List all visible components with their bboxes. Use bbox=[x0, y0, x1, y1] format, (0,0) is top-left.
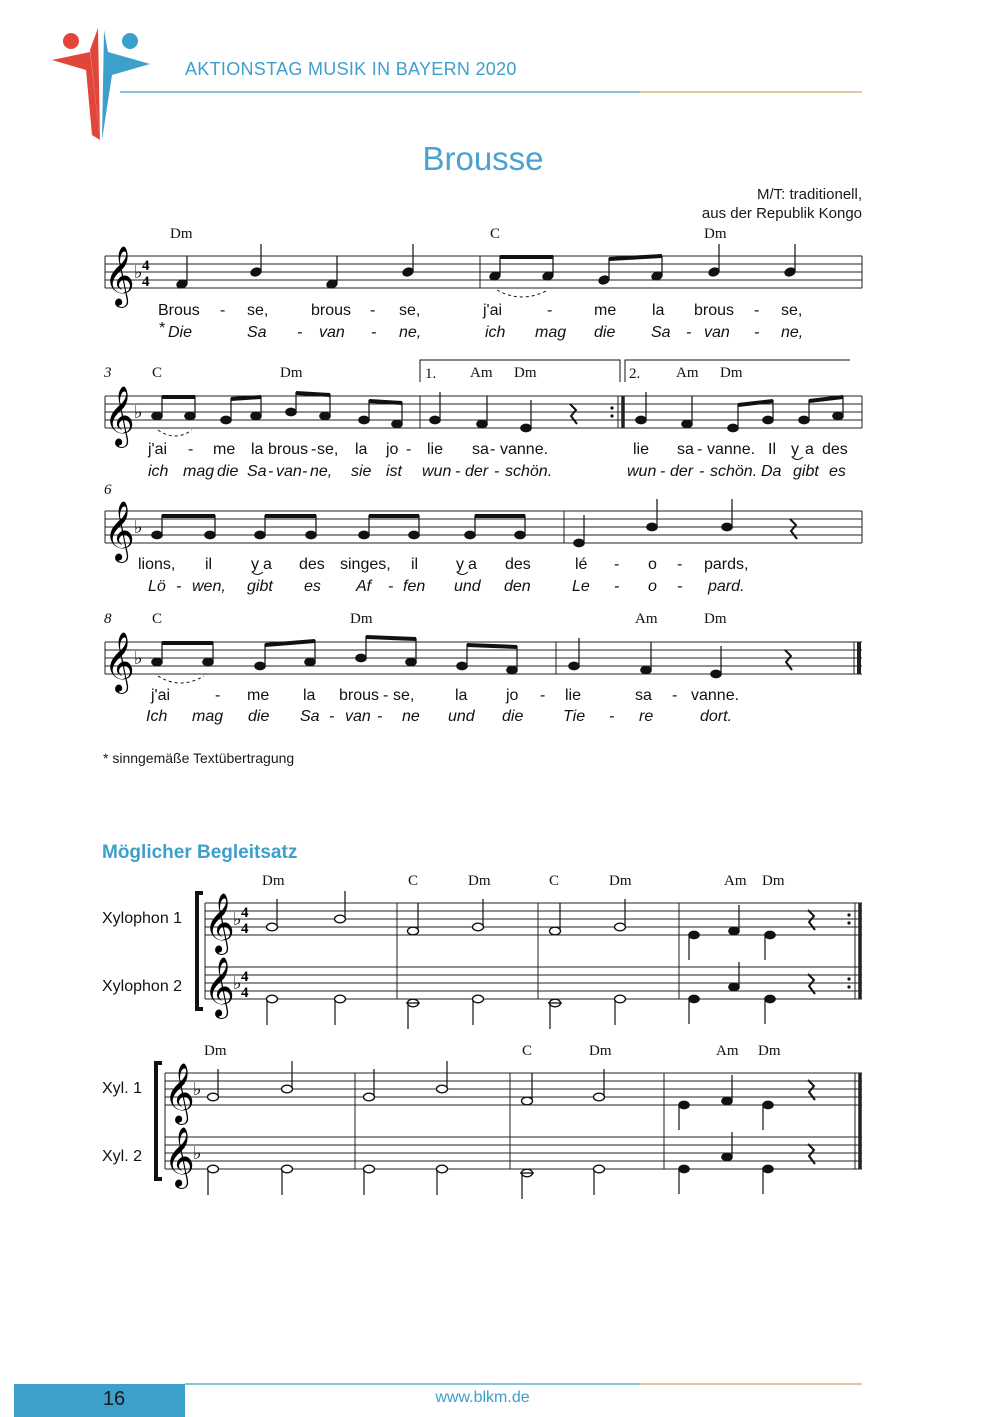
chord: Dm bbox=[350, 611, 373, 627]
svg-text:-: - bbox=[370, 302, 376, 319]
chord: Dm bbox=[704, 611, 727, 627]
svg-text:-: - bbox=[215, 687, 221, 704]
svg-text:la: la bbox=[251, 441, 264, 458]
svg-text:ne,: ne, bbox=[310, 463, 333, 480]
svg-text:♭: ♭ bbox=[134, 648, 143, 669]
svg-text:gibt: gibt bbox=[247, 578, 273, 595]
svg-text:se,: se, bbox=[393, 687, 415, 704]
svg-text:Sa: Sa bbox=[247, 324, 267, 341]
svg-text:♭: ♭ bbox=[233, 973, 242, 994]
svg-text:y: y bbox=[791, 441, 799, 458]
chord: Dm bbox=[514, 365, 537, 381]
svg-text:vanne.: vanne. bbox=[691, 687, 740, 704]
svg-text:brous: brous bbox=[339, 687, 380, 704]
chord: Dm bbox=[170, 226, 193, 242]
svg-text:-: - bbox=[329, 708, 335, 725]
svg-text:𝄞: 𝄞 bbox=[104, 386, 135, 446]
chord: Dm bbox=[762, 873, 785, 889]
svg-text:-: - bbox=[699, 463, 705, 480]
svg-text:ne,: ne, bbox=[781, 324, 804, 341]
svg-text:sie: sie bbox=[351, 463, 372, 480]
svg-text:-: - bbox=[383, 687, 389, 704]
svg-text:4: 4 bbox=[142, 258, 150, 274]
svg-text:y: y bbox=[251, 556, 259, 573]
chord: C bbox=[522, 1043, 533, 1059]
svg-text:es: es bbox=[829, 463, 846, 480]
svg-text:me: me bbox=[247, 687, 270, 704]
accompaniment-title: Möglicher Begleitsatz bbox=[102, 842, 298, 863]
svg-text:Tie: Tie bbox=[563, 708, 586, 725]
credit-line-1: M/T: traditionell, bbox=[756, 186, 862, 203]
svg-text:-: - bbox=[220, 302, 226, 319]
svg-text:der: der bbox=[670, 463, 694, 480]
svg-text:-: - bbox=[754, 324, 760, 341]
svg-text:vanne.: vanne. bbox=[500, 441, 549, 458]
chord: C bbox=[152, 611, 163, 627]
svg-text:des: des bbox=[299, 556, 325, 573]
svg-text:𝄞: 𝄞 bbox=[164, 1063, 195, 1123]
svg-text:van: van bbox=[704, 324, 730, 341]
measure-number: 3 bbox=[104, 365, 112, 381]
svg-text:𝄞: 𝄞 bbox=[104, 501, 135, 561]
svg-text:wen,: wen, bbox=[192, 578, 226, 595]
svg-text:des: des bbox=[822, 441, 848, 458]
svg-text:la: la bbox=[652, 302, 665, 319]
svg-text:wun: wun bbox=[627, 463, 657, 480]
svg-text:il: il bbox=[411, 556, 419, 573]
measure-number: 6 bbox=[104, 482, 112, 498]
svg-text:𝄞: 𝄞 bbox=[204, 893, 235, 953]
accomp-system-1 bbox=[197, 891, 862, 1029]
svg-text:4: 4 bbox=[241, 905, 249, 921]
lyrics-de-4 bbox=[146, 708, 732, 725]
svg-text:se,: se, bbox=[781, 302, 803, 319]
svg-text:𝄞: 𝄞 bbox=[104, 632, 135, 692]
svg-text:mag: mag bbox=[183, 463, 215, 480]
instrument-label: Xylophon 1 bbox=[102, 910, 183, 927]
svg-text:-: - bbox=[686, 324, 692, 341]
chord: Dm bbox=[720, 365, 743, 381]
svg-text:Da: Da bbox=[761, 463, 782, 480]
svg-text:Sa: Sa bbox=[300, 708, 320, 725]
svg-text:4: 4 bbox=[241, 985, 249, 1001]
svg-text:lé: lé bbox=[575, 556, 588, 573]
svg-text:♭: ♭ bbox=[193, 1143, 202, 1164]
svg-text:dort.: dort. bbox=[700, 708, 733, 725]
instrument-label: Xylophon 2 bbox=[102, 978, 183, 995]
svg-text:Af: Af bbox=[356, 578, 372, 595]
song-title: Brousse bbox=[422, 140, 544, 177]
svg-text:ich: ich bbox=[148, 463, 169, 480]
chord: Am bbox=[724, 873, 747, 889]
chord: Am bbox=[676, 365, 699, 381]
svg-text:Il: Il bbox=[768, 441, 776, 458]
svg-text:j'ai: j'ai bbox=[151, 687, 171, 704]
svg-text:Ich: Ich bbox=[146, 708, 168, 725]
svg-text:se,: se, bbox=[247, 302, 269, 319]
chord: Dm bbox=[468, 873, 491, 889]
svg-text:Die: Die bbox=[168, 324, 193, 341]
svg-text:♭: ♭ bbox=[233, 909, 242, 930]
svg-text:die: die bbox=[502, 708, 524, 725]
svg-text:brous: brous bbox=[311, 302, 352, 319]
footnote: * sinngemäße Textübertragung bbox=[103, 750, 295, 766]
svg-text:-: - bbox=[490, 441, 496, 458]
svg-text:a: a bbox=[468, 556, 477, 573]
svg-text:-: - bbox=[614, 578, 620, 595]
svg-text:se,: se, bbox=[399, 302, 421, 319]
svg-text:lie: lie bbox=[427, 441, 444, 458]
svg-text:o: o bbox=[648, 578, 657, 595]
svg-text:-: - bbox=[297, 324, 303, 341]
svg-text:-: - bbox=[388, 578, 394, 595]
svg-text:Le: Le bbox=[572, 578, 590, 595]
chord: Dm bbox=[704, 226, 727, 242]
svg-text:die: die bbox=[594, 324, 616, 341]
chord: Dm bbox=[609, 873, 632, 889]
svg-text:-: - bbox=[302, 463, 308, 480]
page-number: 16 bbox=[102, 1388, 126, 1410]
svg-text:la: la bbox=[455, 687, 468, 704]
svg-text:van: van bbox=[319, 324, 345, 341]
svg-text:♭: ♭ bbox=[134, 402, 143, 423]
svg-text:-: - bbox=[406, 441, 412, 458]
svg-text:a: a bbox=[263, 556, 272, 573]
svg-text:me: me bbox=[213, 441, 236, 458]
svg-text:-: - bbox=[754, 302, 760, 319]
measure-number: 8 bbox=[104, 611, 112, 627]
svg-text:van: van bbox=[345, 708, 371, 725]
svg-text:-: - bbox=[540, 687, 546, 704]
svg-text:-: - bbox=[609, 708, 615, 725]
svg-text:-: - bbox=[188, 441, 194, 458]
svg-text:es: es bbox=[304, 578, 321, 595]
lyrics-de-3 bbox=[148, 578, 744, 595]
svg-text:a: a bbox=[805, 441, 814, 458]
svg-text:-: - bbox=[677, 578, 683, 595]
svg-text:schön.: schön. bbox=[710, 463, 758, 480]
svg-text:𝄞: 𝄞 bbox=[164, 1127, 195, 1187]
svg-text:fen: fen bbox=[403, 578, 426, 595]
chord: Dm bbox=[280, 365, 303, 381]
svg-text:und: und bbox=[448, 708, 475, 725]
svg-text:j'ai: j'ai bbox=[148, 441, 168, 458]
accomp-system-2 bbox=[156, 1061, 862, 1199]
treble-clef: 𝄞 bbox=[104, 246, 135, 306]
lyrics-fr-3 bbox=[138, 556, 748, 573]
svg-text:-: - bbox=[672, 687, 678, 704]
chord: Dm bbox=[204, 1043, 227, 1059]
svg-text:-: - bbox=[176, 578, 182, 595]
lyrics-fr-4 bbox=[150, 687, 739, 704]
lyrics-fr-2 bbox=[147, 441, 848, 458]
footer-url[interactable]: www.blkm.de bbox=[435, 1389, 530, 1406]
svg-text:-: - bbox=[311, 441, 317, 458]
svg-text:lie: lie bbox=[633, 441, 650, 458]
svg-text:𝄞: 𝄞 bbox=[204, 957, 235, 1017]
svg-text:-: - bbox=[547, 302, 553, 319]
svg-text:-: - bbox=[371, 324, 377, 341]
svg-text:-: - bbox=[455, 463, 461, 480]
svg-text:se,: se, bbox=[317, 441, 339, 458]
chord: Am bbox=[470, 365, 493, 381]
svg-text:die: die bbox=[217, 463, 239, 480]
svg-text:il: il bbox=[205, 556, 213, 573]
svg-text:lie: lie bbox=[565, 687, 582, 704]
chord: C bbox=[152, 365, 163, 381]
chord: C bbox=[549, 873, 560, 889]
svg-text:pards,: pards, bbox=[704, 556, 749, 573]
chord: C bbox=[408, 873, 419, 889]
svg-text:-: - bbox=[268, 463, 274, 480]
svg-text:singes,: singes, bbox=[340, 556, 391, 573]
svg-text:des: des bbox=[505, 556, 531, 573]
svg-text:pard.: pard. bbox=[708, 578, 745, 595]
svg-text:ich: ich bbox=[485, 324, 506, 341]
chord: Am bbox=[716, 1043, 739, 1059]
lyrics-fr-1 bbox=[158, 302, 802, 319]
instrument-label: Xyl. 1 bbox=[102, 1080, 143, 1097]
logo bbox=[52, 28, 150, 140]
svg-text:sa: sa bbox=[472, 441, 489, 458]
chord: Am bbox=[635, 611, 658, 627]
svg-text:schön.: schön. bbox=[505, 463, 553, 480]
svg-text:der: der bbox=[465, 463, 489, 480]
svg-text:ist: ist bbox=[386, 463, 402, 480]
svg-text:-: - bbox=[494, 463, 500, 480]
svg-text:♭: ♭ bbox=[134, 517, 143, 538]
volta-2: 2. bbox=[629, 366, 641, 382]
svg-text:Lö: Lö bbox=[148, 578, 166, 595]
chord: Dm bbox=[758, 1043, 781, 1059]
chord: Dm bbox=[262, 873, 285, 889]
volta-1: 1. bbox=[425, 366, 437, 382]
svg-text:-: - bbox=[660, 463, 666, 480]
svg-text:gibt: gibt bbox=[793, 463, 819, 480]
svg-text:und: und bbox=[454, 578, 481, 595]
melody-system-3 bbox=[104, 499, 862, 563]
credit-line-2: aus der Republik Kongo bbox=[701, 205, 862, 222]
svg-text:*: * bbox=[159, 320, 166, 337]
svg-text:van: van bbox=[276, 463, 302, 480]
svg-text:4: 4 bbox=[241, 969, 249, 985]
svg-text:la: la bbox=[355, 441, 368, 458]
svg-text:lions,: lions, bbox=[138, 556, 176, 573]
svg-text:la: la bbox=[303, 687, 316, 704]
chord: C bbox=[490, 226, 501, 242]
svg-text:re: re bbox=[639, 708, 654, 725]
svg-text:-: - bbox=[377, 708, 383, 725]
svg-text:sa: sa bbox=[635, 687, 652, 704]
melody-system-4 bbox=[104, 632, 862, 694]
song-credit bbox=[600, 185, 862, 223]
svg-text:vanne.: vanne. bbox=[707, 441, 756, 458]
svg-text:Sa: Sa bbox=[247, 463, 267, 480]
svg-text:me: me bbox=[594, 302, 617, 319]
lyrics-de-1 bbox=[159, 320, 803, 341]
chord: Dm bbox=[589, 1043, 612, 1059]
svg-text:y: y bbox=[456, 556, 464, 573]
svg-text:brous: brous bbox=[694, 302, 735, 319]
svg-text:-: - bbox=[697, 441, 703, 458]
instrument-label: Xyl. 2 bbox=[102, 1148, 143, 1165]
svg-text:die: die bbox=[248, 708, 270, 725]
svg-text:o: o bbox=[648, 556, 657, 573]
svg-text:jo: jo bbox=[386, 441, 399, 458]
svg-text:sa: sa bbox=[677, 441, 694, 458]
svg-text:brous: brous bbox=[268, 441, 309, 458]
svg-text:Brous: Brous bbox=[158, 302, 200, 319]
svg-text:Sa: Sa bbox=[651, 324, 671, 341]
header-title: AKTIONSTAG MUSIK IN BAYERN 2020 bbox=[185, 59, 517, 79]
svg-text:ne,: ne, bbox=[399, 324, 422, 341]
svg-text:ne: ne bbox=[402, 708, 420, 725]
svg-text:♭: ♭ bbox=[134, 262, 143, 283]
svg-text:jo: jo bbox=[506, 687, 519, 704]
svg-text:-: - bbox=[677, 556, 683, 573]
svg-text:4: 4 bbox=[241, 921, 249, 937]
svg-text:♭: ♭ bbox=[193, 1079, 202, 1100]
svg-text:-: - bbox=[614, 556, 620, 573]
svg-text:mag: mag bbox=[535, 324, 567, 341]
svg-text:4: 4 bbox=[142, 274, 150, 290]
svg-text:mag: mag bbox=[192, 708, 224, 725]
svg-text:den: den bbox=[504, 578, 531, 595]
melody-system-1 bbox=[104, 244, 862, 308]
svg-text:wun: wun bbox=[422, 463, 452, 480]
lyrics-de-2 bbox=[148, 463, 846, 480]
svg-text:j'ai: j'ai bbox=[483, 302, 503, 319]
